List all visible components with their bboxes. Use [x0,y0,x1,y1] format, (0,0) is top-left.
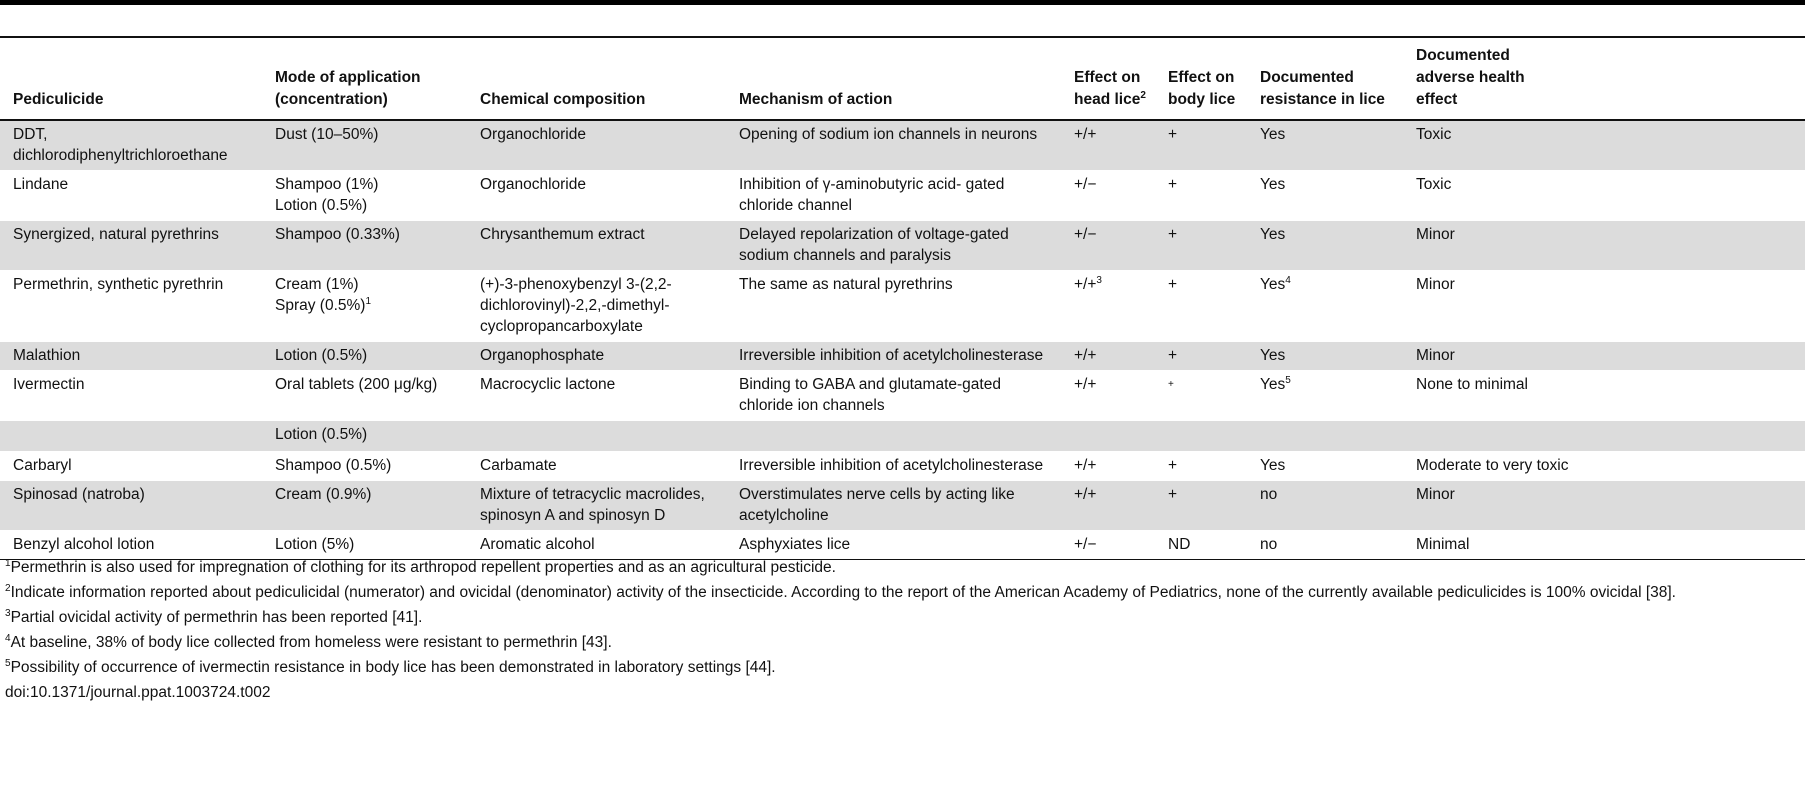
table-row [0,171,1805,221]
cell-resistance: Yes [1247,342,1403,371]
cell-body-lice: + [1155,481,1247,531]
cell-head-lice: +/− [1061,171,1155,221]
cell-chemical: Organochloride [467,120,726,171]
col-header-chemical: Chemical composition [480,91,646,108]
cell-mode: Shampoo (0.5%) [262,452,467,481]
cell-pediculicide: Malathion [0,342,262,371]
cell-head-lice: +/− [1061,221,1155,271]
cell-adverse: Minor [1403,342,1805,371]
cell-body-lice: + [1155,271,1247,342]
cell-resistance [1247,421,1403,452]
doi-line: doi:10.1371/journal.ppat.1003724.t002 [5,684,271,701]
cell-pediculicide: Synergized, natural pyrethrins [0,221,262,271]
table-row [0,371,1805,421]
cell-resistance: Yes$^4$ [1247,271,1403,342]
cell-adverse: Moderate to very toxic [1403,452,1805,481]
cell-mechanism: Binding to GABA and glutamate-gated chloride ion channels [726,371,1061,421]
cell-body-lice: + [1155,171,1247,221]
cell-body-lice: ND [1155,531,1247,560]
cell-mechanism: Delayed repolarization of voltage-gated sodium channels and paralysis [726,221,1061,271]
cell-mechanism: Asphyxiates lice [726,531,1061,560]
footnote: $^4$At baseline, 38% of body lice collected from homeless were resistant to permethrin [43]. [5,632,612,651]
cell-head-lice: +/+ [1061,452,1155,481]
cell-pediculicide: Carbaryl [0,452,262,481]
table-row [0,342,1805,371]
table-row [0,271,1805,342]
cell-mode: Lotion (0.5%) [262,421,467,452]
footnote: $^1$Permethrin is also used for impregnation of clothing for its arthropod repellent properties and as an agricultural pesticide. [5,557,836,576]
cell-chemical [467,421,726,452]
col-header-resistance: Documented resistance in lice [1260,69,1385,108]
top-border [0,0,1805,5]
footnote: $^3$Partial ovicidal activity of permethrin has been reported [41]. [5,607,423,626]
table-row [0,120,1805,171]
cell-pediculicide: Spinosad (natroba) [0,481,262,531]
cell-mode: Shampoo (0.33%) [262,221,467,271]
cell-mode: Lotion (5%) [262,531,467,560]
cell-chemical: Organochloride [467,171,726,221]
col-header-mechanism: Mechanism of action [739,91,893,108]
table-row [0,221,1805,271]
cell-body-lice: + [1155,371,1247,421]
cell-pediculicide: Permethrin, synthetic pyrethrin [0,271,262,342]
col-header-pediculicide: Pediculicide [13,91,104,108]
cell-chemical: Aromatic alcohol [467,531,726,560]
cell-resistance: Yes [1247,221,1403,271]
cell-mechanism: Irreversible inhibition of acetylcholinesterase [726,452,1061,481]
cell-adverse: Minor [1403,481,1805,531]
cell-resistance: Yes [1247,171,1403,221]
table-row [0,452,1805,481]
cell-head-lice: +/+ [1061,120,1155,171]
cell-head-lice: +/+$^3$ [1061,271,1155,342]
cell-mechanism: Opening of sodium ion channels in neurons [726,120,1061,171]
cell-mechanism [726,421,1061,452]
cell-body-lice: + [1155,120,1247,171]
cell-adverse: Toxic [1403,120,1805,171]
cell-adverse: Minimal [1403,531,1805,560]
cell-chemical: Carbamate [467,452,726,481]
col-header-head-lice: Effect on head lice$^2$ [1074,69,1146,108]
cell-pediculicide: Benzyl alcohol lotion [0,531,262,560]
table-row [0,481,1805,531]
cell-pediculicide: Lindane [0,171,262,221]
header-row [0,38,1805,120]
footnote: $^5$Possibility of occurrence of ivermectin resistance in body lice has been demonstrated in laboratory settings [44]. [5,657,776,676]
cell-resistance: Yes [1247,452,1403,481]
cell-adverse: None to minimal [1403,371,1805,421]
cell-mechanism: The same as natural pyrethrins [726,271,1061,342]
cell-mechanism: Inhibition of γ-aminobutyric acid- gated chloride channel [726,171,1061,221]
cell-chemical: Mixture of tetracyclic macrolides, spinosyn A and spinosyn D [467,481,726,531]
cell-chemical: Organophosphate [467,342,726,371]
col-header-body-lice: Effect on body lice [1168,69,1236,108]
cell-chemical: (+)-3-phenoxybenzyl 3-(2,2-dichlorovinyl)-2,2,-dimethyl-cyclopropancarboxylate [467,271,726,342]
cell-mechanism: Overstimulates nerve cells by acting like acetylcholine [726,481,1061,531]
table-row [0,531,1805,560]
cell-resistance: no [1247,481,1403,531]
col-header-mode: Mode of application (concentration) [275,69,421,108]
cell-body-lice: + [1155,221,1247,271]
cell-head-lice [1061,421,1155,452]
cell-mode: Shampoo (1%) Lotion (0.5%) [262,171,467,221]
cell-chemical: Chrysanthemum extract [467,221,726,271]
cell-head-lice: +/− [1061,531,1155,560]
col-header-adverse: Documented adverse health effect [1416,47,1525,108]
cell-chemical: Macrocyclic lactone [467,371,726,421]
cell-adverse: Minor [1403,271,1805,342]
cell-mode: Dust (10–50%) [262,120,467,171]
cell-pediculicide [0,421,262,452]
cell-pediculicide: Ivermectin [0,371,262,421]
cell-body-lice: + [1155,342,1247,371]
footnote: $^2$Indicate information reported about pediculicidal (numerator) and ovicidal (denominator) activity of the insecticide. According to the report of the American Academy of Pediatrics, none of the currently available pediculicides is 100% ovicidal [38]. [5,582,1676,601]
cell-mode: Cream (1%) Spray $(0.5\%)^1$ [262,271,467,342]
cell-head-lice: +/+ [1061,481,1155,531]
cell-resistance: Yes$^5$ [1247,371,1403,421]
cell-resistance: no [1247,531,1403,560]
cell-mode: Oral tablets (200 μg/kg) [262,371,467,421]
cell-body-lice: + [1155,452,1247,481]
pediculicide-table [0,38,1805,560]
cell-pediculicide: DDT, dichlorodiphenyltrichloroethane [0,120,262,171]
cell-adverse [1403,421,1805,452]
cell-head-lice: +/+ [1061,371,1155,421]
cell-resistance: Yes [1247,120,1403,171]
cell-body-lice [1155,421,1247,452]
table-row [0,421,1805,452]
cell-adverse: Minor [1403,221,1805,271]
cell-mode: Lotion (0.5%) [262,342,467,371]
cell-mechanism: Irreversible inhibition of acetylcholinesterase [726,342,1061,371]
cell-adverse: Toxic [1403,171,1805,221]
cell-head-lice: +/+ [1061,342,1155,371]
table-footnotes [5,557,1805,704]
cell-mode: Cream (0.9%) [262,481,467,531]
